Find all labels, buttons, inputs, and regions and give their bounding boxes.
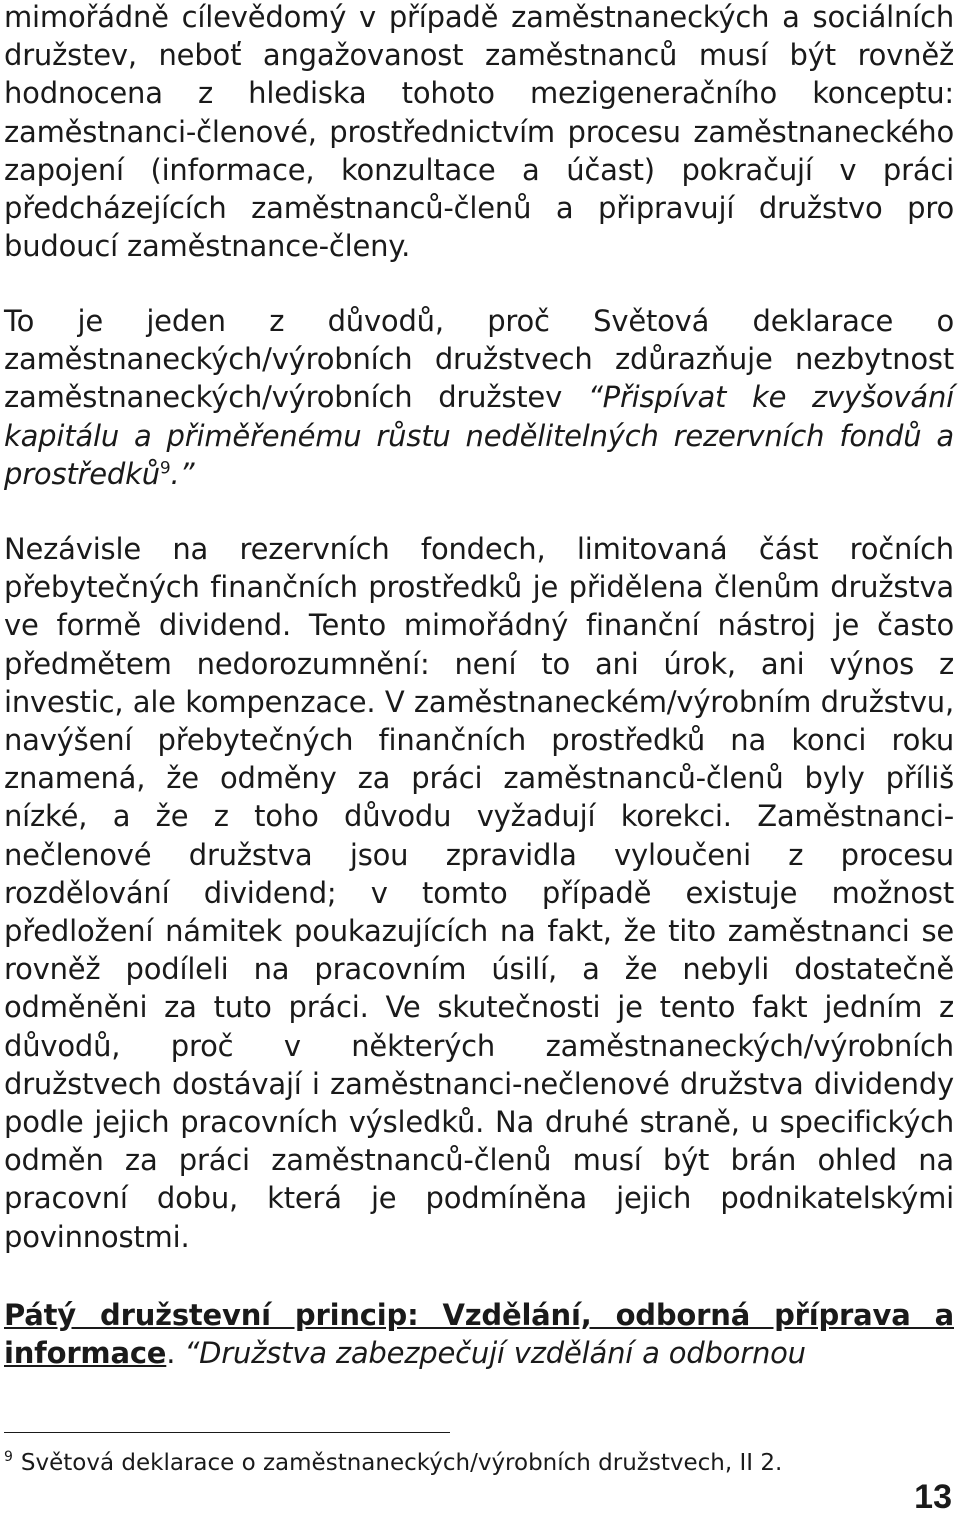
paragraph-4 — [4, 1296, 954, 1372]
footnote — [4, 1446, 904, 1480]
footnote-separator — [4, 1432, 450, 1433]
paragraph-2 — [4, 302, 954, 493]
section-heading: Pátý družstevní princip: Vzdělání, odborná příprava a informace — [4, 1298, 954, 1371]
paragraph-4-quote: “Družstva zabezpečují vzdělání a odbornou — [184, 1336, 806, 1371]
paragraph-1: mimořádně cílevědomý v případě zaměstnaneckých a sociálních družstev, neboť angažovanost zaměstnanců musí být rovněž hodnocena z hlediska tohoto mezigeneračního konceptu: zaměstnanci-členové, prostřednictvím procesu zaměstnaneckého zapojení (informace, konzultace a účast) pokračují v práci předcházejících zaměstnanců-členů a připravují družstvo pro budoucí zaměstnance-členy. — [4, 0, 954, 264]
page-number: 13 — [914, 1478, 952, 1516]
paragraph-2-text: To je jeden z důvodů, proč Světová deklarace o zaměstnaneckých/výrobních družstvech zdůrazňuje nezbytnost zaměstnaneckých/výrobních družstev — [4, 304, 954, 415]
paragraph-2-quote-end: .” — [170, 456, 195, 491]
footnote-mark: 9 — [4, 1449, 13, 1466]
footnote-text: Světová deklarace o zaměstnaneckých/výrobních družstvech, II 2. — [20, 1450, 783, 1476]
heading-separator: . — [166, 1336, 185, 1371]
paragraph-2-quote: “Přispívat ke zvyšování kapitálu a přiměřenému růstu nedělitelných rezervních fondů a prostředků — [4, 380, 954, 491]
footnote-reference[interactable]: 9 — [159, 458, 171, 479]
paragraph-3: Nezávisle na rezervních fondech, limitovaná část ročních přebytečných finančních prostředků je přidělena členům družstva ve formě dividend. Tento mimořádný finanční nástroj je často předmětem nedorozumnění: není to ani úrok, ani výnos z investic, ale kompenzace. V zaměstnaneckém/výrobním družstvu, navýšení přebytečných finančních prostředků na konci roku znamená, že odměny za práci zaměstnanců-členů byly příliš nízké, a že z toho důvodu vyžadují korekci. Zaměstnanci-nečlenové družstva jsou zpravidla vyloučeni z procesu rozdělování dividend; v tomto případě existuje možnost předložení námitek poukazujících na fakt, že tito zaměstnanci se rovněž podíleli na pracovním úsilí, a že nebyli dostatečně odměněni za tuto práci. Ve skutečnosti je tento fakt jedním z důvodů, proč v některých zaměstnaneckých/výrobních družstvech dostávají i zaměstnanci-nečlenové družstva dividendy podle jejich pracovních výsledků. Na druhé straně, u specifických odměn za práci zaměstnanců-členů musí být brán ohled na pracovní dobu, která je podmíněna jejich podnikatelskými povinnostmi. — [4, 532, 954, 1254]
